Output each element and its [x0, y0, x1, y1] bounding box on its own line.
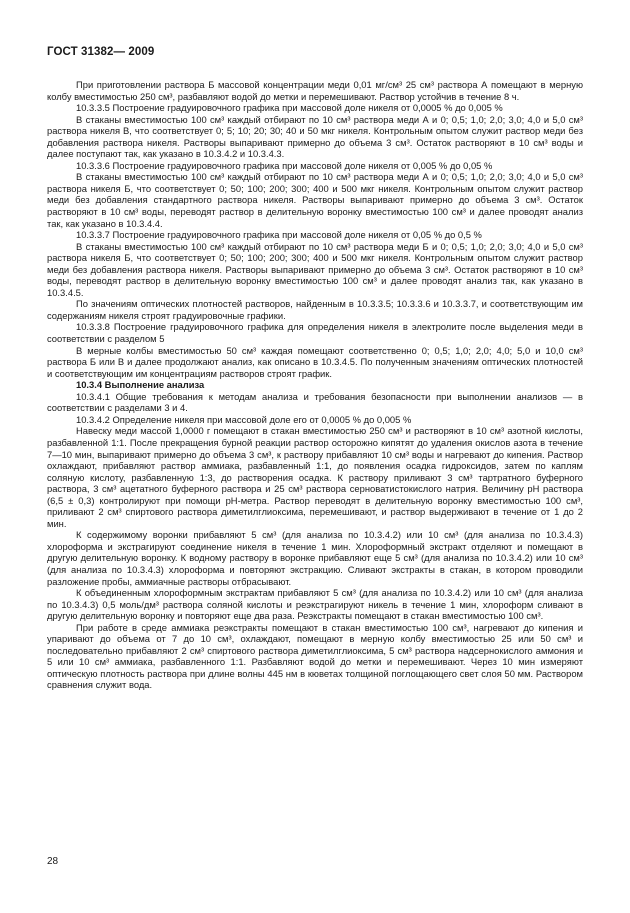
- section-heading-10-3-3-8: 10.3.3.8 Построение градуировочного графика для определения никеля в электролите после выделения меди в соответствии с разделом 5: [47, 321, 583, 345]
- page-number: 28: [47, 856, 59, 867]
- section-heading-10-3-3-6: 10.3.3.6 Построение градуировочного графика при массовой доле никеля от 0,005 % до 0,05 %: [76, 159, 493, 171]
- paragraph-chloroform-extraction: К содержимому воронки прибавляют 5 см³ (для анализа по 10.3.4.2) или 10 см³ (для анализа по 10.3.4.3) хлороформа и экстрагируют соединение никеля в течение 1 мин. Хлороформный экстракт отделяют и помещают в другую делительную воронку. К водному раствору в воронке прибавляют еще 5 см³ (для анализа по 10.3.4.2) или 10 см³ (для анализа по 10.3.4.3) хлороформа и повторяют экстракцию. Сливают экстракты в стакан, в котором проводили разложение пробы, аммиачные растворы отбрасывают.: [47, 529, 583, 587]
- paragraph-electrolyte-calibration: В мерные колбы вместимостью 50 см³ каждая помещают соответственно 0; 0,5; 1,0; 2,0; 4,0; 5,0 и 10,0 см³ раствора Б или В и далее продолжают анализ, как описано в 10.3.4.5. По полученным значениям оптических плотностей и соответствующим им концентрациям растворов строят график.: [47, 344, 583, 379]
- paragraph-calibration-3: В стаканы вместимостью 100 см³ каждый отбирают по 10 см³ раствора меди Б и 0; 0,5; 1,0; 2,0; 3,0; 4,0 и 5,0 см³ раствора никеля Б, что соответствует 0; 50; 100; 200; 300; 400 и 500 мкг никеля. Контрольным опытом служит раствор меди без добавления раствора никеля. Растворы выпаривают примерно до объема 3 см³. Остаток растворяют в 10 см³ воды, переводят раствор в делительную воронку вместимостью 100 см³ и далее проводят анализ так, как указано в 10.3.4.5.: [47, 240, 583, 298]
- section-heading-10-3-4-2: 10.3.4.2 Определение никеля при массовой доле его от 0,0005 % до 0,005 %: [76, 413, 412, 425]
- standard-header: ГОСТ 31382— 2009: [47, 46, 155, 58]
- paragraph-sample-dissolution: Навеску меди массой 1,0000 г помещают в стакан вместимостью 250 см³ и растворяют в 10 см³ азотной кислоты, разбавленной 1:1. После прекращения бурной реакции раствор осторожно кипятят до удаления окислов азота в течение 7—10 мин, выпаривают примерно до объема 3 см³, к раствору прибавляют 10 см³ воды и нагревают до кипения. Раствор охлаждают, прибавляют раствор аммиака, разбавленный 1:1, до появления осадка гидроксидов, затем по каплям соляную кислоту, разбавленную 1:3, до растворения осадка. К раствору приливают 3 см³ тартратного буферного раствора, 3 см³ ацетатного буферного раствора и 25 см³ раствора серноватистокислого натрия. Величину pH раствора (6,5 ± 0,3) контролируют при помощи pH-метра. Раствор переводят в делительную воронку вместимостью 100 см³, приливают 2 см³ спиртового раствора диметилглиоксима, перемешивают, и раствор выдерживают в течение от 1 до 2 мин.: [47, 425, 583, 529]
- section-heading-10-3-4: 10.3.4 Выполнение анализа: [76, 379, 205, 391]
- paragraph-general-requirements: 10.3.4.1 Общие требования к методам анализа и требования безопасности при выполнении анализов — в соответствии с разделами 3 и 4.: [47, 390, 583, 414]
- paragraph-calibration-2: В стаканы вместимостью 100 см³ каждый отбирают по 10 см³ раствора меди А и 0; 0,5; 1,0; 2,0; 3,0; 4,0 и 5,0 см³ раствора никеля Б, что соответствует 0; 50; 100; 200; 300; 400 и 500 мкг никеля. Контрольным опытом служит раствор меди без добавления стандартного раствора никеля. Растворы выпаривают примерно до объема 3 см³. Остаток растворяют в 10 см³ воды, переводят раствор в делительную воронку вместимостью 100 см³ и далее проводят анализ так, как указано в 10.3.4.4.: [47, 171, 583, 229]
- paragraph-ammonia-procedure: При работе в среде аммиака реэкстракты помещают в стакан вместимостью 100 см³, нагревают до кипения и упаривают до объема от 7 до 10 см³, охлаждают, помещают в мерную колбу вместимостью 25 или 50 см³ и последовательно прибавляют 2 см³ спиртового раствора диметилглиоксима, 5 см³ раствора надсернокислого аммония и 5 или 10 см³ аммиака, разбавленного 1:1. Разбавляют водой до метки и перемешивают. Через 10 мин измеряют оптическую плотность раствора при длине волны 445 нм в кюветах толщиной поглощающего свет слоя 50 мм. Раствором сравнения служит вода.: [47, 621, 583, 691]
- paragraph-calibration-1: В стаканы вместимостью 100 см³ каждый отбирают по 10 см³ раствора меди А и 0; 0,5; 1,0; 2,0; 3,0; 4,0 и 5,0 см³ раствора никеля В, что соответствует 0; 5; 10; 20; 30; 40 и 50 мкг никеля. Контрольным опытом служит раствор меди без добавления раствора никеля. Растворы выпаривают примерно до объема 3 см³. Остаток растворяют в 10 см³ воды и далее поступают так, как указано в 10.3.4.2 и 10.3.4.3.: [47, 113, 583, 160]
- paragraph-solution-b: При приготовлении раствора Б массовой концентрации меди 0,01 мг/см³ 25 см³ раствора А помещают в мерную колбу вместимостью 250 см³, разбавляют водой до метки и перемешивают. Раствор устойчив в течение 8 ч.: [47, 79, 583, 102]
- section-heading-10-3-3-7: 10.3.3.7 Построение градуировочного графика при массовой доле никеля от 0,05 % до 0,5 %: [76, 229, 482, 241]
- section-heading-10-3-3-5: 10.3.3.5 Построение градуировочного графика при массовой доле никеля от 0,0005 % до 0,005 %: [76, 102, 503, 114]
- paragraph-optical-density: По значениям оптических плотностей растворов, найденным в 10.3.3.5; 10.3.3.6 и 10.3.3.7, и соответствующим им содержаниям никеля строят градуировочные графики.: [47, 298, 583, 321]
- document-body: [47, 79, 583, 691]
- paragraph-reextraction: К объединенным хлороформным экстрактам прибавляют 5 см³ (для анализа по 10.3.4.2) или 10 см³ (для анализа по 10.3.4.3) 0,5 моль/дм³ раствора соляной кислоты и реэкстрагируют никель в течение 1 мин, хлороформ сливают в другую делительную воронку и повторяют еще два раза. Реэкстракты помещают в стакан вместимостью 100 см³.: [47, 587, 583, 622]
